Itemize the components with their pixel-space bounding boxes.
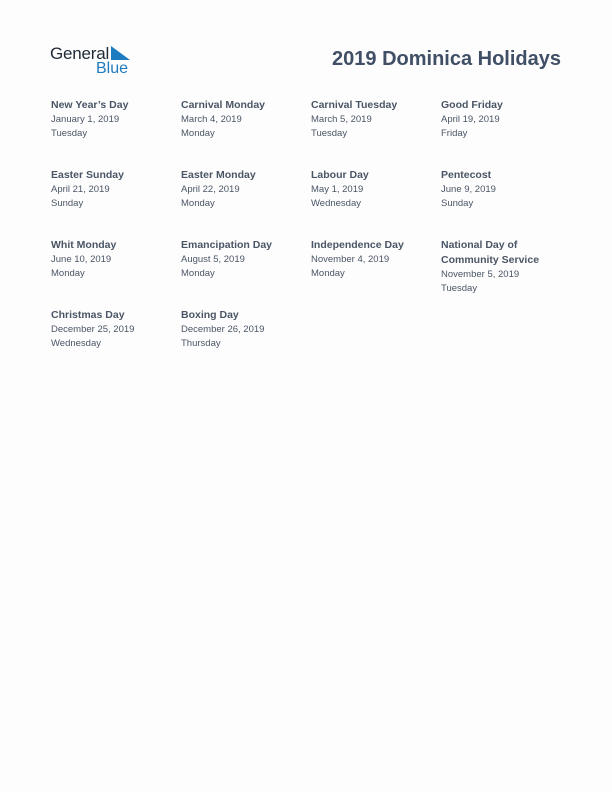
holiday-name: Christmas Day: [51, 309, 125, 321]
holiday-name: New Year’s Day: [51, 99, 129, 111]
holiday-date: March 4, 2019: [181, 114, 242, 125]
holiday-name: Pentecost: [441, 169, 492, 181]
holiday-name: Carnival Monday: [181, 99, 266, 111]
holiday-item: [181, 98, 309, 141]
holiday-date: April 19, 2019: [441, 114, 500, 125]
holiday-weekday: Tuesday: [311, 128, 348, 139]
holiday-item: [441, 168, 569, 211]
holiday-date: August 5, 2019: [181, 254, 245, 265]
holiday-weekday: Tuesday: [441, 283, 478, 294]
holiday-weekday: Sunday: [441, 198, 474, 209]
holiday-weekday: Wednesday: [51, 338, 101, 349]
holiday-date: April 21, 2019: [51, 184, 110, 195]
logo-triangle-icon: [111, 46, 130, 60]
holiday-date: December 25, 2019: [51, 324, 135, 335]
holiday-weekday: Monday: [51, 268, 85, 279]
holiday-name: Labour Day: [311, 169, 369, 181]
holiday-weekday: Thursday: [181, 338, 221, 349]
holiday-name: Good Friday: [441, 99, 503, 111]
holiday-weekday: Tuesday: [51, 128, 88, 139]
holiday-weekday: Monday: [181, 128, 215, 139]
holiday-date: November 5, 2019: [441, 269, 520, 280]
holiday-date: March 5, 2019: [311, 114, 372, 125]
holiday-item: [311, 98, 439, 141]
holiday-name: National Day of Community Service: [441, 239, 540, 266]
holiday-weekday: Wednesday: [311, 198, 361, 209]
holiday-item: [51, 168, 179, 211]
holiday-date: November 4, 2019: [311, 254, 390, 265]
logo-general-text: General: [50, 44, 110, 63]
logo-blue-text: Blue: [96, 60, 129, 77]
holiday-item: [311, 238, 439, 281]
holiday-date: April 22, 2019: [181, 184, 240, 195]
generalblue-logo: [50, 44, 134, 78]
holiday-name: Boxing Day: [181, 309, 239, 321]
holiday-name: Independence Day: [311, 239, 404, 251]
holiday-item: [181, 308, 309, 351]
holiday-weekday: Friday: [441, 128, 468, 139]
holiday-weekday: Monday: [311, 268, 345, 279]
holiday-item: [181, 168, 309, 211]
holiday-name: Easter Monday: [181, 169, 256, 181]
holiday-item: [311, 168, 439, 211]
holiday-weekday: Monday: [181, 198, 215, 209]
holiday-date: January 1, 2019: [51, 114, 120, 125]
holiday-name: Emancipation Day: [181, 239, 273, 251]
holiday-item: [51, 98, 179, 141]
holiday-date: June 9, 2019: [441, 184, 496, 195]
holiday-date: June 10, 2019: [51, 254, 112, 265]
holiday-item: [51, 308, 179, 351]
holiday-name: Carnival Tuesday: [311, 99, 398, 111]
holiday-date: May 1, 2019: [311, 184, 364, 195]
page-title: 2019 Dominica Holidays: [332, 48, 561, 70]
holiday-name: Easter Sunday: [51, 169, 124, 181]
holiday-name: Whit Monday: [51, 239, 117, 251]
holiday-item: [51, 238, 179, 281]
holiday-item: [441, 98, 569, 141]
holiday-item: [441, 238, 569, 296]
holiday-weekday: Sunday: [51, 198, 84, 209]
holiday-date: December 26, 2019: [181, 324, 265, 335]
holiday-item: [181, 238, 309, 281]
holiday-weekday: Monday: [181, 268, 215, 279]
